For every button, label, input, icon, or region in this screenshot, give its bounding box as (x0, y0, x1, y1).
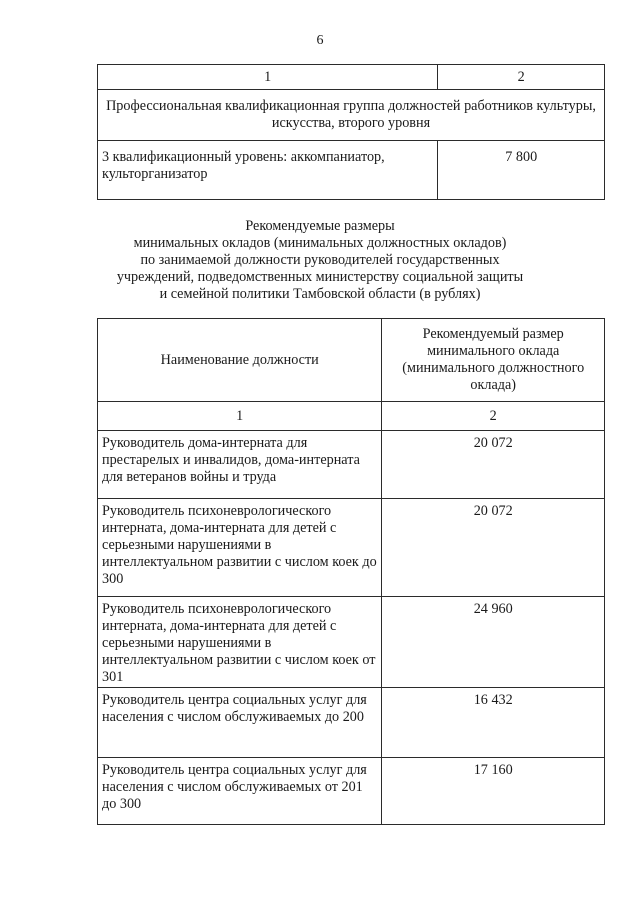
position-name: Руководитель центра социальных услуг для населения с числом обслуживаемых до 200 (98, 688, 382, 758)
column-number-2: 2 (438, 65, 605, 90)
salary-column-header: Рекомендуемый размер минимального оклада (минимального должностного оклада) (382, 319, 605, 402)
group-title: Профессиональная квалификационная группа должностей работников культуры, искусства, второго уровня (98, 90, 605, 141)
table-row (98, 499, 605, 597)
table-row (98, 431, 605, 499)
section-heading (0, 218, 640, 303)
position-name: Руководитель центра социальных услуг для населения с числом обслуживаемых от 201 до 300 (98, 758, 382, 825)
table-header-row (98, 319, 605, 402)
salary-value: 24 960 (382, 597, 605, 688)
column-number-2: 2 (382, 402, 605, 431)
table-row (98, 597, 605, 688)
table-row (98, 90, 605, 141)
heading-line: Рекомендуемые размеры (245, 218, 395, 234)
column-numbers-row (98, 402, 605, 431)
position-column-header: Наименование должности (98, 319, 382, 402)
heading-line: и семейной политики Тамбовской области (в рублях) (159, 286, 481, 302)
page-number: 6 (316, 33, 324, 48)
column-number-1: 1 (98, 65, 438, 90)
salary-value: 20 072 (382, 499, 605, 597)
heading-line: минимальных окладов (минимальных должностных окладов) (133, 235, 507, 251)
table-row (98, 758, 605, 825)
heading-line: учреждений, подведомственных министерству социальной защиты (116, 269, 524, 285)
table-header-row (98, 65, 605, 90)
position-name: Руководитель дома-интерната для престарелых и инвалидов, дома-интерната для ветеранов войны и труда (98, 431, 382, 499)
position-name: Руководитель психоневрологического интерната, дома-интерната для детей с серьезными нарушениями в интеллектуальном развитии с числом коек до 300 (98, 499, 382, 597)
salary-table (97, 318, 605, 825)
salary-value: 17 160 (382, 758, 605, 825)
salary-value: 20 072 (382, 431, 605, 499)
salary-value: 7 800 (438, 141, 605, 200)
table-row (98, 141, 605, 200)
column-number-1: 1 (98, 402, 382, 431)
position-name: 3 квалификационный уровень: аккомпаниатор, культорганизатор (98, 141, 438, 200)
heading-line: по занимаемой должности руководителей государственных (140, 252, 500, 268)
qualification-group-table (97, 64, 605, 200)
position-name: Руководитель психоневрологического интерната, дома-интерната для детей с серьезными нарушениями в интеллектуальном развитии с числом коек от 301 (98, 597, 382, 688)
salary-value: 16 432 (382, 688, 605, 758)
table-row (98, 688, 605, 758)
